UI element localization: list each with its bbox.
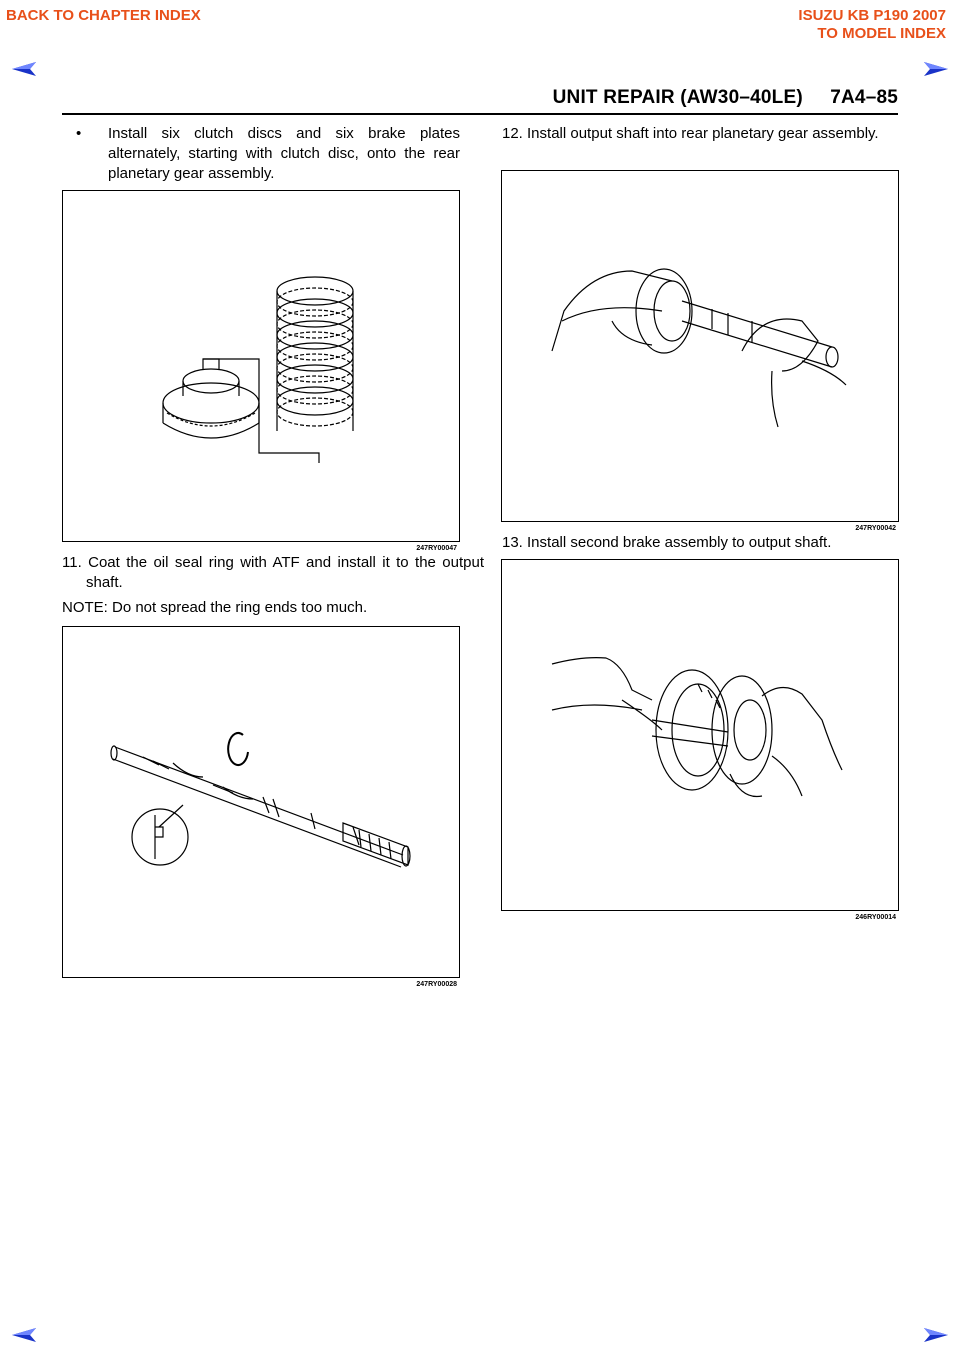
disc-outline	[277, 398, 353, 426]
next-page-arrow-icon[interactable]	[920, 60, 950, 78]
figure-oil-seal-ring	[62, 626, 460, 988]
disc-outline	[277, 288, 353, 316]
output-shaft-illustration	[63, 627, 459, 977]
disc-outline	[277, 387, 353, 415]
figure-code: 247RY00042	[855, 525, 896, 532]
disc-outline	[277, 332, 353, 360]
disc-outline	[277, 299, 353, 327]
figure-clutch-discs	[62, 190, 460, 552]
figure-code: 246RY00014	[855, 914, 896, 921]
second-brake-illustration	[502, 560, 898, 910]
step-13-text: 13. Install second brake assembly to output shaft.	[502, 534, 832, 551]
page-header-title: UNIT REPAIR (AW30–40LE) 7A4–85	[552, 87, 898, 108]
bullet-paragraph	[76, 124, 460, 184]
disc-outline	[277, 310, 353, 338]
model-title-link[interactable]: ISUZU KB P190 2007	[798, 7, 946, 24]
clutch-discs-illustration	[63, 191, 459, 541]
prev-page-bottom-arrow-icon[interactable]	[10, 1326, 40, 1344]
figure-code: 247RY00047	[416, 545, 457, 552]
disc-outline	[277, 277, 353, 305]
disc-outline	[277, 321, 353, 349]
step-11-text: 11. Coat the oil seal ring with ATF and install it to the output shaft.	[62, 554, 484, 591]
disc-outline	[277, 376, 353, 404]
note-text: NOTE: Do not spread the ring ends too much.	[62, 599, 368, 616]
back-to-chapter-index-link[interactable]: BACK TO CHAPTER INDEX	[6, 7, 201, 24]
bullet-marker: •	[76, 125, 82, 142]
disc-outline	[277, 365, 353, 393]
figure-code: 247RY00028	[416, 981, 457, 988]
bullet-text: Install six clutch discs and six brake plates alternately, starting with clutch disc, onto the rear planetary gear assembly.	[108, 125, 460, 182]
step-12-text: 12. Install output shaft into rear planetary gear assembly.	[502, 125, 879, 142]
output-shaft-install-illustration	[502, 171, 898, 521]
prev-page-arrow-icon[interactable]	[10, 60, 40, 78]
disc-outline	[277, 354, 353, 382]
figure-second-brake	[501, 559, 899, 921]
header-rule	[62, 113, 898, 115]
figure-output-shaft-install	[501, 170, 899, 532]
disc-outline	[277, 343, 353, 371]
to-model-index-link[interactable]: TO MODEL INDEX	[817, 25, 946, 42]
next-page-bottom-arrow-icon[interactable]	[920, 1326, 950, 1344]
